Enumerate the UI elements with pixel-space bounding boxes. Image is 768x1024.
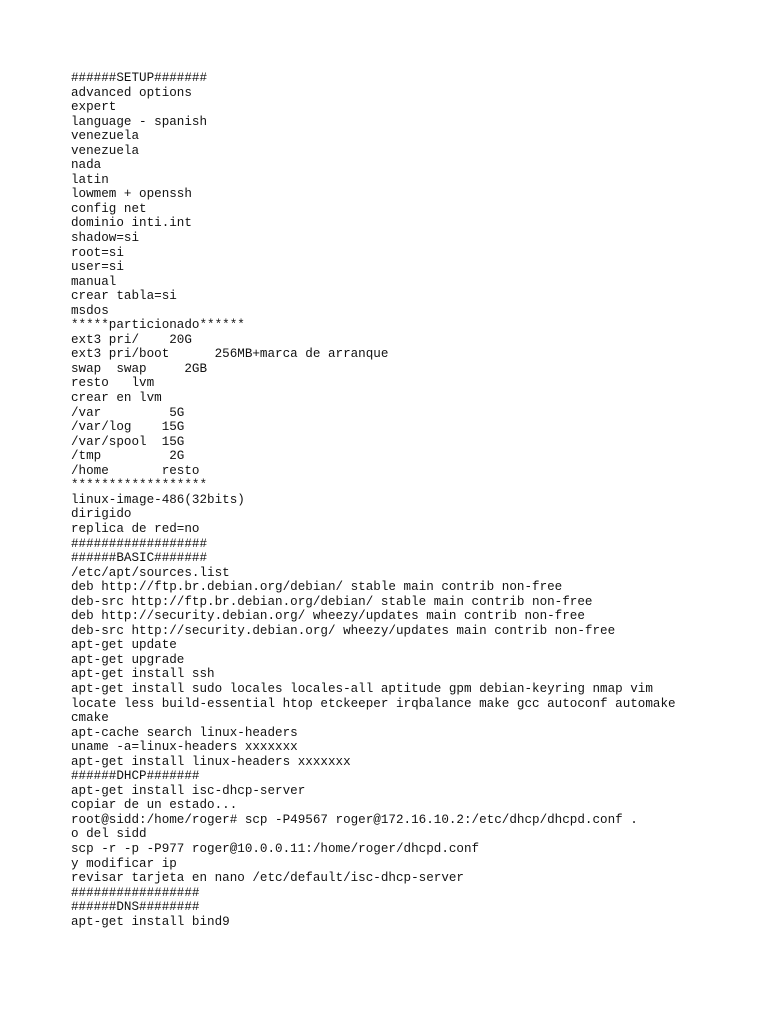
text-line: ################# (71, 885, 200, 900)
text-line: crear en lvm (71, 391, 162, 406)
text-line: ################## (71, 536, 208, 551)
text-line: config net (71, 201, 147, 216)
text-line: deb http://ftp.br.debian.org/debian/ stable main contrib non-free (71, 580, 563, 595)
text-line: venezuela (71, 129, 140, 144)
text-line: apt-cache search linux-headers (71, 725, 298, 740)
text-line: y modificar ip (71, 856, 177, 871)
text-line: apt-get install isc-dhcp-server (71, 783, 306, 798)
text-line: deb http://security.debian.org/ wheezy/updates main contrib non-free (71, 609, 585, 624)
text-line: expert (71, 100, 117, 115)
text-line: lowmem + openssh (71, 187, 192, 202)
text-line: /var/log 15G (71, 420, 185, 435)
text-line: venezuela (71, 143, 140, 158)
text-line: ######BASIC####### (71, 551, 208, 566)
text-line: apt-get install bind9 (71, 914, 230, 929)
text-line: dominio inti.int (71, 216, 192, 231)
text-line: dirigido (71, 507, 132, 522)
text-line: crear tabla=si (71, 289, 177, 304)
text-line: user=si (71, 260, 124, 275)
text-line: locate less build-essential htop etckeeper irqbalance make gcc autoconf automake (71, 696, 676, 711)
text-line: ****************** (71, 478, 208, 493)
text-line: /home resto (71, 463, 200, 478)
text-line: cmake (71, 711, 109, 726)
text-line: root@sidd:/home/roger# scp -P49567 roger@172.16.10.2:/etc/dhcp/dhcpd.conf . (71, 812, 638, 827)
text-line: apt-get update (71, 638, 177, 653)
text-line: deb-src http://ftp.br.debian.org/debian/ stable main contrib non-free (71, 594, 593, 609)
text-line: msdos (71, 303, 109, 318)
document-text (71, 71, 751, 929)
text-line: manual (71, 274, 117, 289)
text-line: apt-get upgrade (71, 652, 185, 667)
text-line: advanced options (71, 85, 192, 100)
text-line: copiar de un estado... (71, 798, 238, 813)
text-line: scp -r -p -P977 roger@10.0.0.11:/home/roger/dhcpd.conf (71, 841, 480, 856)
text-line: revisar tarjeta en nano /etc/default/isc-dhcp-server (71, 871, 464, 886)
text-line: nada (71, 158, 102, 173)
text-line: /var/spool 15G (71, 434, 185, 449)
text-line: apt-get install linux-headers xxxxxxx (71, 754, 351, 769)
text-line: latin (71, 172, 109, 187)
text-line: ext3 pri/boot 256MB+marca de arranque (71, 347, 389, 362)
text-line: ######DHCP####### (71, 769, 200, 784)
text-line: apt-get install sudo locales locales-all aptitude gpm debian-keyring nmap vim (71, 681, 653, 696)
text-line: /tmp 2G (71, 449, 185, 464)
text-line: /etc/apt/sources.list (71, 565, 230, 580)
text-line: ######SETUP####### (71, 71, 208, 85)
text-line: resto lvm (71, 376, 155, 391)
text-line: root=si (71, 245, 124, 260)
text-line: o del sidd (71, 827, 147, 842)
text-line: uname -a=linux-headers xxxxxxx (71, 740, 298, 755)
text-line: deb-src http://security.debian.org/ wheezy/updates main contrib non-free (71, 623, 616, 638)
text-line: replica de red=no (71, 521, 200, 536)
text-line: ######DNS######## (71, 900, 200, 915)
text-line: apt-get install ssh (71, 667, 215, 682)
text-line: swap swap 2GB (71, 361, 208, 376)
text-line: ext3 pri/ 20G (71, 332, 192, 347)
text-line: /var 5G (71, 405, 185, 420)
text-line: language - spanish (71, 114, 208, 129)
text-line: linux-image-486(32bits) (71, 492, 245, 507)
text-line: *****particionado****** (71, 318, 245, 333)
text-line: shadow=si (71, 231, 140, 246)
